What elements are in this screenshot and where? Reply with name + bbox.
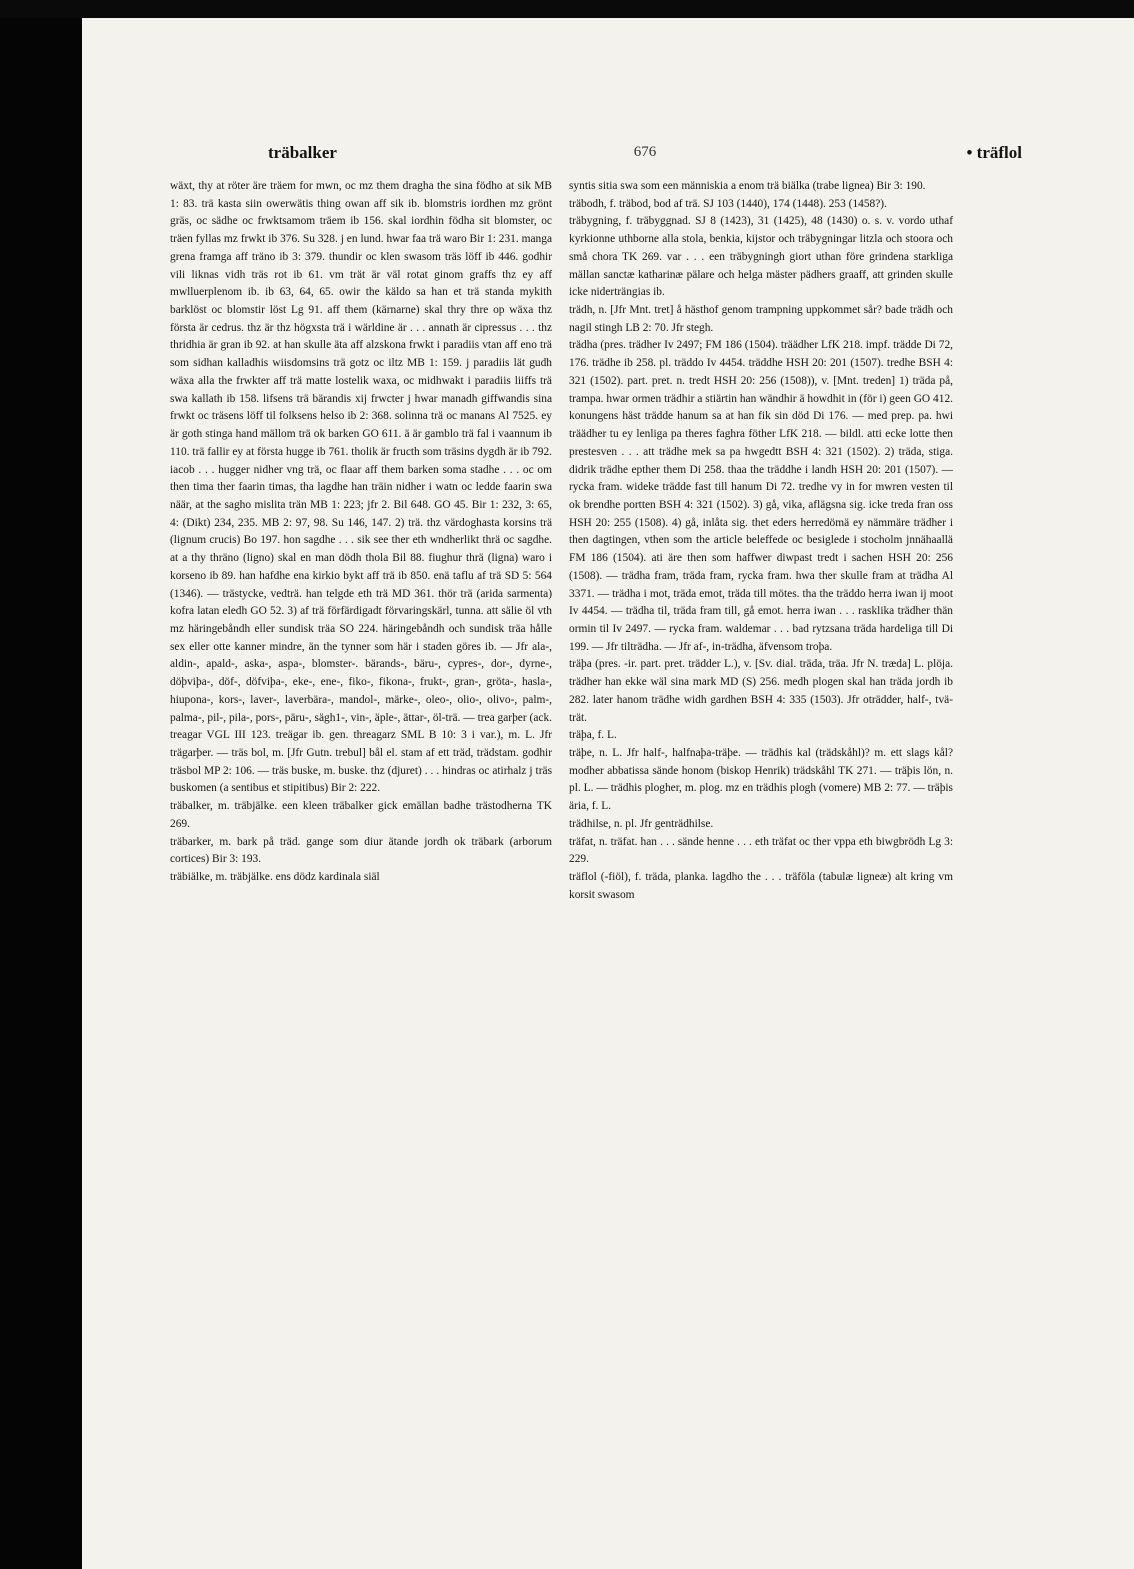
entry-paragraph: träþa, f. L. bbox=[569, 729, 617, 742]
dictionary-page bbox=[82, 18, 1134, 1569]
header-left-word: träbalker bbox=[268, 143, 337, 162]
entry-paragraph: träfat, n. träfat. han . . . sände henne . . . eth träfat oc ther vppa eth biwgbrödh Lg 3: 229. bbox=[569, 835, 953, 866]
scan-border bbox=[0, 0, 1134, 18]
entry-paragraph: syntis sitia swa som een människia a enom trä biälka (trabe lignea) Bir 3: 190. bbox=[569, 180, 926, 192]
entry-paragraph: träþa (pres. -ir. part. pret. trädder L.), v. [Sv. dial. träda, träa. Jfr N. træda] L. plöja. trädher han ekke wäl sina mark MD (S) 256. medh plogen skal han träda jordh ib 282. later hanom trädhe widh gardhen BSH 4: 335 (1503). Jfr oträdder, half-, tvä-trät. bbox=[569, 658, 953, 724]
entry-paragraph: träbodh, f. träbod, bod af trä. SJ 103 (1440), 174 (1448). 253 (1458?). bbox=[569, 197, 887, 210]
left-column bbox=[170, 178, 552, 887]
entry-paragraph: trädha (pres. trädher Iv 2497; FM 186 (1504). träädher LfK 218. impf. trädde Di 72, 176. trädhe ib 258. pl. träddo Iv 4454. träddhe HSH 20: 201 (1507). tredhe BSH 4: 321 (1502). part. pret. n. tredt HSH 20: 256 (1508)), v. [Mnt. treden] 1) träda på, trampa. hwar ormen trädhir a stiärtin han wändhir ä howdhit in (för i) geen GO 412. konungens häst trädde hanum sa at han fik sin död Di 176. — med prep. pa. hwi träädher tu ey lenliga pa theres faghra föther LfK 218. — bildl. atti ecke lotte then prestesven . . . att trädhe mek sa pa hwgedtt BSH 4: 321 (1502). 2) träda, stiga. didrik trädhe epther them Di 258. thaa the träddhe i landh HSH 20: 201 (1507). — rycka fram. wideke trädde fast till hanum Di 72. tredhe vy in for mwren vesten til ok brendhe portten BSH 4: 321 (1502). 3) gå, vika, aflägsna sig. icke treda fran oss HSH 20: 255 (1508). 4) gå, inlåta sig. thet eders herredömä ey nämmäre trädher i then dagtingen, vthen som the article beleffede oc besiglede i stocholm jnnähaallä FM 186 (1504). ati äre then som haffwer diwpast tredt i sachen HSH 20: 256 (1508). — trädha fram, träda fram, rycka fram. hwa ther skulle fram at trädha Al 3371. — trädha i mot, träda emot, träda till mötes. tha the träddo herra iwan ij moot Iv 4454. — trädha til, träda fram till, gå emot. herra iwan . . . rasklika trädher thän ormin til Iv 2497. — rycka fram. waldemar . . . bad rytzsana träda hardeliga till Di 199. — Jfr tilträdha. — Jfr af-, in-trädha, äfvensom troþa. bbox=[569, 339, 953, 653]
page-header bbox=[268, 143, 1022, 173]
entry-paragraph: träbarker, m. bark på träd. gange som diur ätande jordh ok träbark (arborum cortices) Bir 3: 193. bbox=[170, 835, 552, 866]
entry-paragraph: träbalker, m. träbjälke. een kleen träbalker gick emällan badhe trästodherna TK 269. bbox=[170, 800, 552, 830]
right-column bbox=[569, 178, 953, 904]
entry-paragraph: träflol (-fiöl), f. träda, planka. lagdho the . . . träföla (tabulæ ligneæ) alt kring vm korsit swasom bbox=[569, 871, 953, 901]
entry-paragraph: träbygning, f. träbyggnad. SJ 8 (1423), 31 (1425), 48 (1430) o. s. v. vordo uthaf kyrkionne uthborne alla stola, benkia, kijstor och träbygningar litzla och stoora och små chora TK 269. var . . . een träbygningh giort uthan före grindena starkliga mällan sanctæ katharinæ pälare och helga mäster pädhers graaff, att grinden skulle icke niderträngias ib. bbox=[569, 215, 953, 299]
page-number: 676 bbox=[633, 144, 657, 160]
header-right-word: • träflol bbox=[966, 143, 1022, 162]
entry-paragraph: träbiälke, m. träbjälke. ens dödz kardinala siäl bbox=[170, 871, 380, 884]
entry-paragraph: trädhilse, n. pl. Jfr genträdhilse. bbox=[569, 817, 714, 830]
entry-paragraph: trädh, n. [Jfr Mnt. tret] å hästhof genom trampning uppkommet sår? bade trädh och nagil stingh LB 2: 70. Jfr stegh. bbox=[569, 304, 953, 334]
entry-paragraph: träþe, n. L. Jfr half-, halfnaþa-träþe. — trädhis kal (trädskåhl)? m. ett slags kål? modher abbatissa sände honom (biskop Henrik) trädskåhl TK 271. — träþis lön, n. pl. L. — trädhis plogher, m. plog. mz en trädhis plogh (vomere) MB 2: 77. — träþis äria, f. L. bbox=[569, 747, 953, 813]
entry-paragraph: wäxt, thy at röter äre träem for mwn, oc mz them dragha the sina födho at sik MB 1: 83. trä kasta siin owerwätis thing owan aff sik ib. blomstris iordhen mz grönt gräs, oc sädhe oc frwktsamom träem ib 156. skal iordhin födha sit blomster, oc träen fyllas mz frwkt ib 376. Su 328. j en lund. hwar faa trä waro Bir 1: 231. manga grena framga aff träno ib 3: 379. thundir oc klen swasom träs löff ib 446. godhir vili liknas vidh träs rot ib 61. vm trät är väl rotat ginom graffs thz ey aff mwlluerplenom ib. ib 63, 64, 65. owir the käldo sa han et trä standa mykith barklöst oc blomstir löst Lg 91. aff them (kärnarne) skal thry thre op wäxa thz första är cedrus. thz är thz högxsta trä i wärldine är . . . annath är cipressus . . . thz thridhia är gran ib 92. at han skulle äta aff alzskona frwkt i paradiis vtan aff eno trä som sidhan kalladhis wiisdomsins trä gotz oc iltz MB 1: 159. j paradiis lät gudh wäxa alla the frwkter aff trä matte lostelik waxa, oc midhwakt i paradiis liiffs trä swa kallath ib 158. lifsens trä bärandis xij frwcter j hwar manadh giffwandis sina frwkt oc träsens löff til folksens helso ib 2: 368. solinna trä oc manans Al 7525. ey är goth stinga hand mällom trä ok barken GO 611. ä är gamblo trä fal i vaannum ib 110. trä fallir ey at första hugge ib 761. tholik är fructh som träsins dygdh är ib 792. iacob . . . hugger nidher vng trä, oc flaar aff them barken soma stadhe . . . oc om then tima ther faarin timas, tha lagdhe han träin nidher i watn oc ledde faarin swa näär, at the sagho mislita trän MB 1: 223; jfr 2. Bil 648. GO 45. Bir 1: 232, 3: 65, 4: (Dikt) 234, 235. MB 2: 97, 98. Su 146, 147. 2) trä. thz värdoghasta korsins trä (lignum crucis) Bo 197. hon sagdhe . . . sik see ther eth wndherlikt thrä oc sagdhe. at a thy thräno (ligno) skal en man dödh thola Bil 88. fiughur thrä (ligna) waro i korseno ib 89. han hafdhe ena kirkio bykt aff trä ib 850. enä taflu af trä SD 5: 564 (1346). — trästycke, vedträ. han telgde eth trä MD 361. thör trä (arida sarmenta) kofra latan eledh GO 52. 3) af trä förfärdigadt förvaringskärl, tunna. att sälie öl vth mz häringebåndh eller sundisk träa SO 224. häringebåndh och sundisk träa hålle sex eller otte kanner mindre, än the tynner som här i staden göres ib. — Jfr ala-, aldin-, apald-, aska-, aspa-, blomster-. bärands-, bäru-, cypres-, dor-, dyrne-, döþviþa-, döf-, döfviþa-, eke-, ene-, fiko-, fikona-, frukt-, gran-, gröta-, hasla-, hiupona-, kors-, laver-, laverbära-, mandol-, märke-, oleo-, olio-, olivo-, palm-, palma-, pil-, pila-, pors-, päru-, sägh1-, vin-, äple-, ättar-, öl-trä. — trea garþer (ack. treagar VGL III 123. treägar ib. gen. threagarz SML B 10: 3 i var.), m. L. Jfr trägarþer. — träs bol, m. [Jfr Gutn. trebul] bål el. stam af ett träd, trädstam. godhir träsbol MP 2: 106. — träs buske, m. buske. thz (djuret) . . . hindras oc atirhalz j träs buskomen (a sentibus et stipitibus) Bir 2: 222. bbox=[170, 180, 552, 795]
